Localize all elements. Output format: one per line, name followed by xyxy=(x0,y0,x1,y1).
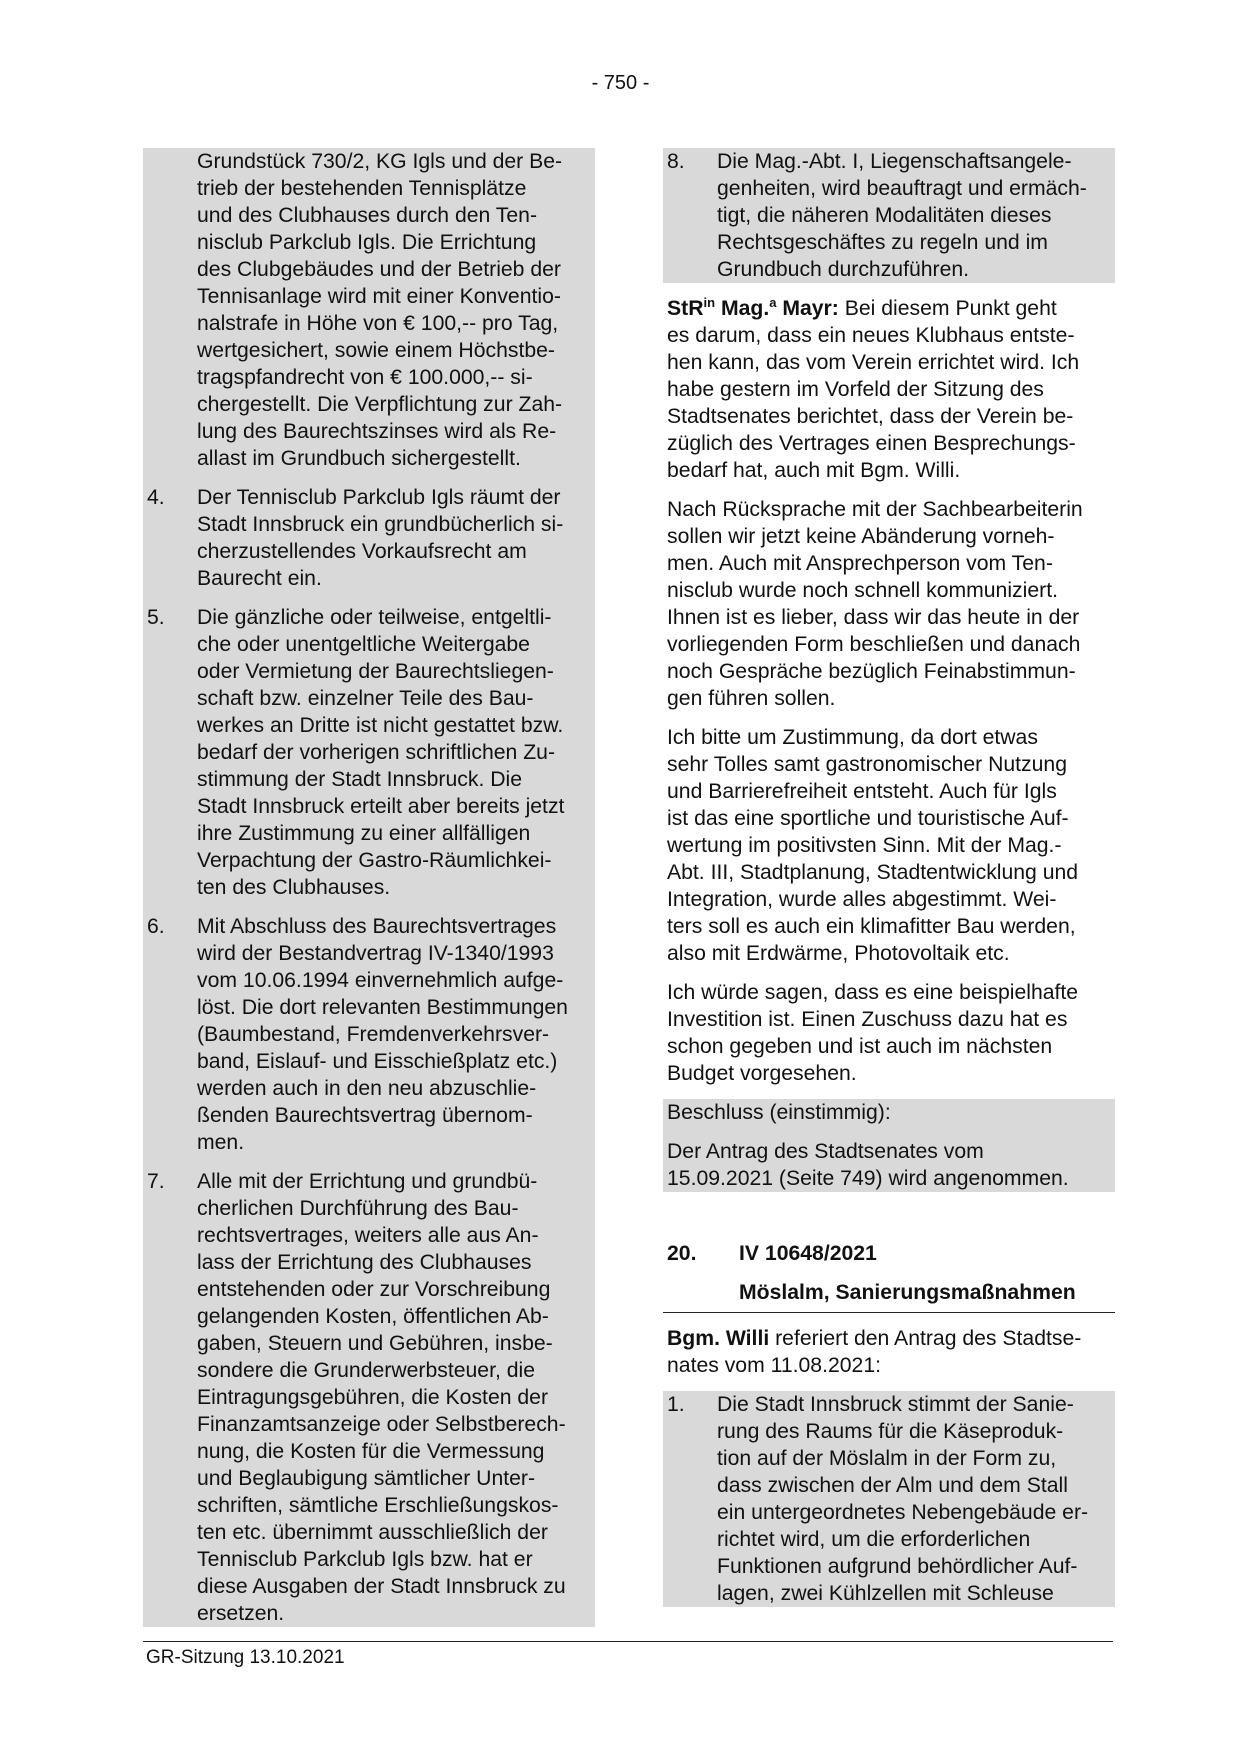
speaker-statement-willi xyxy=(663,1325,1115,1379)
text-line: Tennisanlage wird mit einer Konventio- xyxy=(197,285,561,308)
text-line: des Clubgebäudes und der Betrieb der xyxy=(197,258,561,281)
text-line: schriften, sämtliche Erschließungskos- xyxy=(197,1494,559,1517)
text-line: sondere die Grunderwerbsteuer, die xyxy=(197,1359,536,1382)
section-code: IV 10648/2021 xyxy=(739,1242,877,1265)
text-line: Der Antrag des Stadtsenates vom xyxy=(667,1140,984,1163)
text-line: und Barrierefreiheit entsteht. Auch für Igls xyxy=(667,780,1057,803)
text-line: gaben, Steuern und Gebühren, insbe- xyxy=(197,1332,553,1355)
text-line: schaft bzw. einzelner Teile des Bau- xyxy=(197,687,534,710)
list-item-8 xyxy=(663,148,1115,283)
text-line: men. Auch mit Ansprechperson vom Ten- xyxy=(667,552,1053,575)
footer-text: GR-Sitzung 13.10.2021 xyxy=(146,1647,345,1668)
text-line: züglich des Vertrages einen Besprechungs- xyxy=(667,432,1076,455)
speaker-name: StR$^{in}$ Mag.$^a$ Mayr: xyxy=(667,294,839,320)
text-line: rung des Raums für die Käseproduk- xyxy=(717,1420,1064,1443)
list-item-6 xyxy=(143,913,595,1168)
paragraph xyxy=(663,724,1115,967)
text-line: cherlichen Durchführung des Bau- xyxy=(197,1197,519,1220)
text-line: schon gegeben und ist auch im nächsten xyxy=(667,1035,1053,1058)
text-line: genheiten, wird beauftragt und ermäch- xyxy=(717,177,1087,200)
text-line: Alle mit der Errichtung und grundbü- xyxy=(197,1170,538,1193)
decision-box xyxy=(663,1099,1115,1192)
list-number: 6. xyxy=(147,915,165,938)
text-line: Abt. III, Stadtplanung, Stadtentwicklung und xyxy=(667,861,1079,884)
text-line: und Beglaubigung sämtlicher Unter- xyxy=(197,1467,536,1490)
decision-label: Beschluss (einstimmig): xyxy=(667,1101,891,1124)
right-column xyxy=(663,148,1115,1607)
text-line: werkes an Dritte ist nicht gestattet bzw. xyxy=(197,714,564,737)
text-line: vorliegenden Form beschließen und danach xyxy=(667,633,1081,656)
list-number: 8. xyxy=(667,150,685,173)
text-line: Verpachtung der Gastro-Räumlichkei- xyxy=(197,849,552,872)
speaker-name: Bgm. Willi xyxy=(667,1327,770,1350)
text-line: Grundbuch durchzuführen. xyxy=(717,258,970,281)
text-line: lass der Errichtung des Clubhauses xyxy=(197,1251,532,1274)
text-line: rechtsvertrages, weiters alle aus An- xyxy=(197,1224,539,1247)
text-line: 15.09.2021 (Seite 749) wird angenommen. xyxy=(667,1167,1069,1190)
text-line: Integration, wurde alles abgestimmt. Wei- xyxy=(667,888,1057,911)
text-line: cherzustellendes Vorkaufsrecht am xyxy=(197,540,527,563)
left-column xyxy=(143,148,595,1627)
list-number: 5. xyxy=(147,606,165,629)
item-3-continuation xyxy=(143,148,595,484)
text-line: sehr Tolles samt gastronomischer Nutzung xyxy=(667,753,1067,776)
text-line: Baurecht ein. xyxy=(197,567,322,590)
text-line: Die gänzliche oder teilweise, entgeltli- xyxy=(197,606,552,629)
text-line: sollen wir jetzt keine Abänderung vorneh- xyxy=(667,525,1055,548)
text-line: ihre Zustimmung zu einer allfälligen xyxy=(197,822,531,845)
footer-divider xyxy=(143,1641,1113,1642)
text-line: ersetzen. xyxy=(197,1602,285,1625)
text-line: diese Ausgaben der Stadt Innsbruck zu xyxy=(197,1575,566,1598)
text-line: trieb der bestehenden Tennisplätze xyxy=(197,177,527,200)
text-line: wertung im positivsten Sinn. Mit der Mag.- xyxy=(667,834,1062,857)
text-line: noch Gespräche bezüglich Feinabstimmun- xyxy=(667,660,1076,683)
text-line: Tennisclub Parkclub Igls bzw. hat er xyxy=(197,1548,533,1571)
text-line: tragspfandrecht von € 100.000,-- si- xyxy=(197,366,533,389)
text-line: men. xyxy=(197,1131,245,1154)
text-line: wertgesichert, sowie einem Höchstbe- xyxy=(197,339,555,362)
text-line: richtet wird, um die erforderlichen xyxy=(717,1528,1031,1551)
text-line: allast im Grundbuch sichergestellt. xyxy=(197,447,521,470)
section-number: 20. xyxy=(667,1242,697,1265)
text-line: Funktionen aufgrund behördlicher Auf- xyxy=(717,1555,1078,1578)
text-line: bedarf der vorherigen schriftlichen Zu- xyxy=(197,741,556,764)
text-line: entstehenden oder zur Vorschreibung xyxy=(197,1278,551,1301)
text-line: Stadt Innsbruck erteilt aber bereits jetzt xyxy=(197,795,565,818)
text-line: nalstrafe in Höhe von € 100,-- pro Tag, xyxy=(197,312,559,335)
list-item-7 xyxy=(143,1168,595,1627)
text-line: ist das eine sportliche und touristische Auf- xyxy=(667,807,1069,830)
text-line: werden auch in den neu abzuschlie- xyxy=(197,1077,537,1100)
list-item-5 xyxy=(143,604,595,913)
text-line: vom 10.06.1994 einvernehmlich aufge- xyxy=(197,969,564,992)
text-line: oder Vermietung der Baurechtsliegen- xyxy=(197,660,554,683)
text-line: hen kann, das vom Verein errichtet wird. Ich xyxy=(667,351,1080,374)
page-number: - 750 - xyxy=(591,72,650,94)
text-line: ten des Clubhauses. xyxy=(197,876,391,899)
text-line: Eintragungsgebühren, die Kosten der xyxy=(197,1386,549,1409)
text-line: che oder unentgeltliche Weitergabe xyxy=(197,633,530,656)
speaker-statement-mayr xyxy=(663,295,1115,484)
text-line: löst. Die dort relevanten Bestimmungen xyxy=(197,996,568,1019)
text-line: und des Clubhauses durch den Ten- xyxy=(197,204,538,227)
text-line: ters soll es auch ein klimafitter Bau werden, xyxy=(667,915,1076,938)
text-line: Grundstück 730/2, KG Igls und der Be- xyxy=(197,150,563,173)
text-line: nisclub wurde noch schnell kommuniziert. xyxy=(667,579,1058,602)
text-line: nisclub Parkclub Igls. Die Errichtung xyxy=(197,231,537,254)
text-line: stimmung der Stadt Innsbruck. Die xyxy=(197,768,523,791)
list-number: 1. xyxy=(667,1393,685,1416)
text-line: Bei diesem Punkt geht xyxy=(838,297,1057,320)
text-line: Stadtsenates berichtet, dass der Verein be- xyxy=(667,405,1074,428)
text-line: Ihnen ist es lieber, dass wir das heute in der xyxy=(667,606,1080,629)
list-number: 4. xyxy=(147,486,165,509)
text-line: ten etc. übernimmt ausschließlich der xyxy=(197,1521,548,1544)
text-line: gelangenden Kosten, öffentlichen Ab- xyxy=(197,1305,549,1328)
list-item-1 xyxy=(663,1391,1115,1607)
text-line: Der Tennisclub Parkclub Igls räumt der xyxy=(197,486,561,509)
paragraph xyxy=(663,979,1115,1087)
text-line: lung des Baurechtszinses wird als Re- xyxy=(197,420,557,443)
paragraph xyxy=(663,496,1115,712)
text-line: es darum, dass ein neues Klubhaus entste- xyxy=(667,324,1075,347)
text-line: wird der Bestandvertrag IV-1340/1993 xyxy=(197,942,554,965)
text-line: band, Eislauf- und Eisschießplatz etc.) xyxy=(197,1050,558,1073)
text-line: habe gestern im Vorfeld der Sitzung des xyxy=(667,378,1044,401)
text-line: bedarf hat, auch mit Bgm. Willi. xyxy=(667,459,961,482)
text-line: Stadt Innsbruck ein grundbücherlich si- xyxy=(197,513,564,536)
text-line: referiert den Antrag des Stadtse- xyxy=(769,1327,1082,1350)
text-line: ßenden Baurechtsvertrag übernom- xyxy=(197,1104,533,1127)
text-line: dass zwischen der Alm und dem Stall xyxy=(717,1474,1068,1497)
list-number: 7. xyxy=(147,1170,165,1193)
text-line: Die Mag.-Abt. I, Liegenschaftsangele- xyxy=(717,150,1072,173)
text-line: Mit Abschluss des Baurechtsvertrages xyxy=(197,915,557,938)
text-line: Ich würde sagen, dass es eine beispielhafte xyxy=(667,981,1079,1004)
text-line: Investition ist. Einen Zuschuss dazu hat es xyxy=(667,1008,1068,1031)
text-line: Finanzamtsanzeige oder Selbstberech- xyxy=(197,1413,566,1436)
section-title: Möslalm, Sanierungsmaßnahmen xyxy=(663,1279,1115,1313)
text-line: also mit Erdwärme, Photovoltaik etc. xyxy=(667,942,1010,965)
text-line: tion auf der Möslalm in der Form zu, xyxy=(717,1447,1057,1470)
text-line: nates vom 11.08.2021: xyxy=(667,1354,881,1377)
text-line: ein untergeordnetes Nebengebäude er- xyxy=(717,1501,1089,1524)
text-line: gen führen sollen. xyxy=(667,687,836,710)
list-item-4 xyxy=(143,484,595,604)
text-line: tigt, die näheren Modalitäten dieses xyxy=(717,204,1052,227)
text-line: Ich bitte um Zustimmung, da dort etwas xyxy=(667,726,1038,749)
text-line: Rechtsgeschäftes zu regeln und im xyxy=(717,231,1048,254)
text-line: lagen, zwei Kühlzellen mit Schleuse xyxy=(717,1582,1054,1605)
text-line: (Baumbestand, Fremdenverkehrsver- xyxy=(197,1023,550,1046)
section-heading xyxy=(663,1240,1115,1267)
text-line: Die Stadt Innsbruck stimmt der Sanie- xyxy=(717,1393,1074,1416)
text-line: nung, die Kosten für die Vermessung xyxy=(197,1440,545,1463)
text-line: Nach Rücksprache mit der Sachbearbeiterin xyxy=(667,498,1083,521)
text-line: Budget vorgesehen. xyxy=(667,1062,857,1085)
text-line: chergestellt. Die Verpflichtung zur Zah- xyxy=(197,393,563,416)
